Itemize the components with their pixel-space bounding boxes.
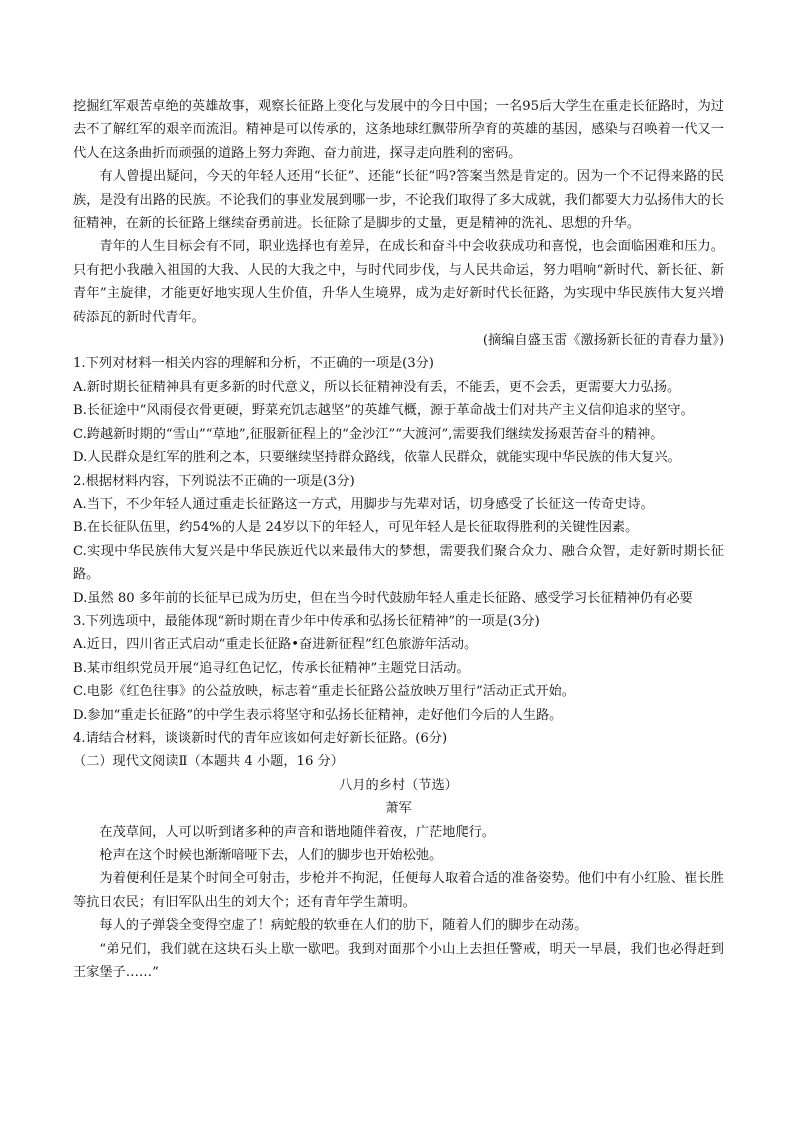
passage-paragraph: 青年的人生目标会有不同，职业选择也有差异，在成长和奋斗中会收获成功和喜悦，也会面临困难和压力。只有把小我融入祖国的大我、人民的大我之中，与时代同步伐，与人民共命运，努力唱响“新时代、新长征、新青年”主旋律，才能更好地实现人生价值，升华人生境界，成为走好新时代长征路，为实现中华民族伟大复兴增砖添瓦的新时代青年。 bbox=[73, 239, 724, 325]
story-paragraph: 为着便利任是某个时间全可射击，步枪并不拘泥，任便每人取着合适的准备姿势。他们中有小红脸、崔长胜等抗日农民；有旧军队出生的刘大个；还有青年学生萧明。 bbox=[73, 871, 724, 910]
question-2-option-b: B.在长征队伍里，约54%的人是 24岁以下的年轻人，可见年轻人是长征取得胜利的关键性因素。 bbox=[73, 520, 639, 536]
section-heading: （二）现代文阅读Ⅱ（本题共 4 小题，16 分） bbox=[73, 754, 344, 770]
question-2-option-c: C.实现中华民族伟大复兴是中华民族近代以来最伟大的梦想，需要我们聚合众力、融合众智，走好新时期长征路。 bbox=[73, 543, 724, 583]
question-4-stem: 4.请结合材料，谈谈新时代的青年应该如何走好新长征路。(6分) bbox=[73, 730, 448, 746]
exam-page bbox=[73, 95, 724, 984]
question-1-option-b: B.长征途中“风雨侵衣骨更硬，野菜充饥志越坚”的英雄气概，源于革命战士们对共产主义信仰追求的坚守。 bbox=[73, 403, 694, 419]
story-paragraph: 在茂草间，人可以听到诸多种的声音和谐地随伴着夜，广茫地爬行。 bbox=[99, 824, 496, 840]
question-1-option-d: D.人民群众是红军的胜利之本，只要继续坚持群众路线，依靠人民群众，就能实现中华民族的伟大复兴。 bbox=[73, 450, 681, 466]
question-3-option-c: C.电影《红色往事》的公益放映，标志着“重走长征路公益放映万里行”活动正式开始。 bbox=[73, 684, 576, 700]
question-1-option-a: A.新时期长征精神具有更多新的时代意义，所以长征精神没有丢，不能丢，更不会丢，更需要大力弘扬。 bbox=[73, 379, 681, 395]
question-2-option-a: A.当下，不少年轻人通过重走长征路这一方式，用脚步与先辈对话，切身感受了长征这一传奇史诗。 bbox=[73, 496, 654, 512]
question-1-option-c: C.跨越新时期的“雪山”“草地”,征服新征程上的“金沙江”“大渡河”,需要我们继续发扬艰苦奋斗的精神。 bbox=[73, 426, 664, 442]
question-3-option-d: D.参加“重走长征路”的中学生表示将坚守和弘扬长征精神，走好他们今后的人生路。 bbox=[73, 707, 563, 723]
story-paragraph: 枪声在这个时候也渐渐喑哑下去，人们的脚步也开始松弛。 bbox=[99, 848, 443, 863]
story-paragraph: 每人的子弹袋全变得空虚了！病蛇般的软垂在人们的肋下，随着人们的脚步在动荡。 bbox=[99, 918, 588, 934]
story-paragraph: “弟兄们，我们就在这块石头上歇一歇吧。我到对面那个小山上去担任警戒，明天一早晨，我们也必得赶到王家堡子……” bbox=[73, 941, 724, 981]
question-1-stem: 1.下列对材料一相关内容的理解和分析，不正确的一项是(3分) bbox=[73, 356, 434, 372]
source-citation: (摘编自盛玉雷《激扬新长征的青春力量》) bbox=[482, 333, 724, 349]
passage-author: 萧军 bbox=[385, 801, 412, 817]
question-3-stem: 3.下列选项中，最能体现“新时期在青少年中传承和弘扬长征精神”的一项是(3分) bbox=[73, 613, 540, 629]
passage-paragraph: 挖掘红军艰苦卓绝的英雄故事，观察长征路上变化与发展中的今日中国；一名95后大学生在重走长征路时，为过去不了解红军的艰辛而流泪。精神是可以传承的，这条地球红飘带所孕育的英雄的基因，感染与召唤着一代又一代人在这条曲折而顽强的道路上努力奔跑、奋力前进，探寻走向胜利的密码。 bbox=[73, 99, 724, 161]
passage-title: 八月的乡村（节选） bbox=[339, 777, 458, 793]
question-3-option-b: B.某市组织党员开展“追寻红色记忆，传承长征精神”主题党日活动。 bbox=[73, 660, 470, 676]
question-3-option-a: A.近日，四川省正式启动“重走长征路•奋进新征程”红色旅游年活动。 bbox=[73, 637, 478, 653]
question-2-stem: 2.根据材料内容，下列说法不正确的一项是(3分) bbox=[73, 473, 355, 489]
passage-paragraph: 有人曾提出疑问，今天的年轻人还用“长征”、还能“长征”吗?答案当然是肯定的。因为一个不记得来路的民族，是没有出路的民族。不论我们的事业发展到哪一步，不论我们取得了多大成就，我们都要大力弘扬伟大的长征精神，在新的长征路上继续奋勇前进。长征除了是脚步的丈量，更是精神的洗礼、思想的升华。 bbox=[73, 169, 724, 232]
question-2-option-d: D.虽然 80 多年前的长征早已成为历史，但在当今时代鼓励年轻人重走长征路、感受学习长征精神仍有必要 bbox=[73, 590, 693, 606]
